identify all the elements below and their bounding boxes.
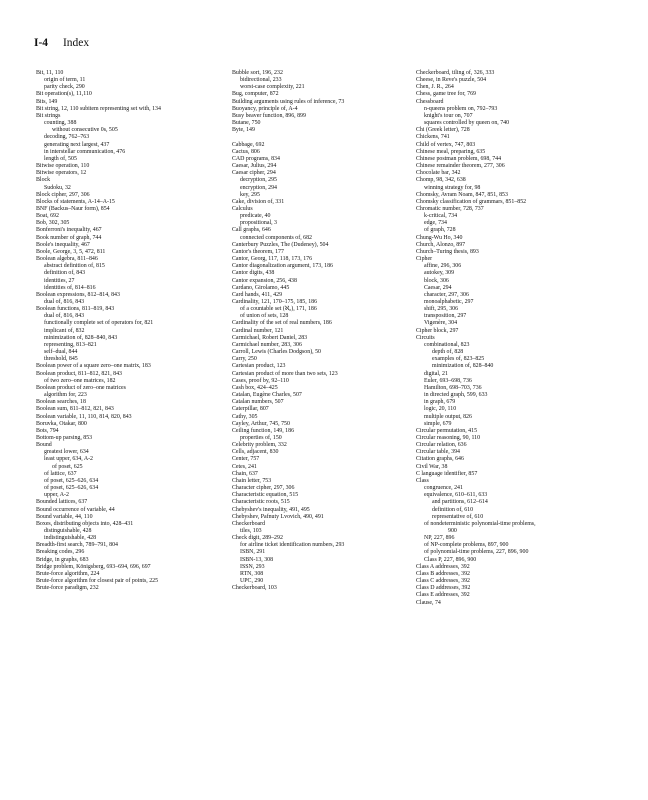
index-entry: Chebyshev, Pafnuty Lvovich, 490, 491 (232, 513, 324, 520)
index-subentry: winning strategy for, 98 (424, 184, 481, 191)
index-entry: Bridge, in graphs, 683 (36, 556, 89, 563)
index-entry: Cardinality, 121, 170–175, 185, 186 (232, 299, 318, 305)
index-subentry: propositional, 3 (240, 220, 277, 227)
index-entry: Circular relation, 636 (416, 442, 467, 449)
index-entry: Bottom-up parsing, 853 (36, 434, 93, 441)
index-subentry: of poset, 625 (52, 463, 83, 470)
index-entry: Checkerboard (232, 520, 266, 527)
index-subentry: of poset, 625–626, 634 (44, 485, 99, 492)
index-entry: Chinese remainder theorem, 277, 306 (416, 163, 505, 170)
index-entry: Cantor, Georg, 117, 118, 173, 176 (232, 256, 313, 263)
index-subentry: UPC, 290 (240, 578, 264, 585)
index-subentry: of two zero–one matrices, 182 (44, 377, 116, 384)
index-entry: Bit strings (36, 112, 61, 119)
index-entry (232, 134, 412, 141)
index-entry: Chickens, 741 (416, 134, 450, 141)
index-subentry: worst-case complexity, 221 (240, 84, 305, 91)
index-subentry: representing, 813–821 (44, 341, 97, 348)
index-entry: Citation graphs, 646 (416, 456, 464, 463)
index-entry: Cactus, 806 (232, 148, 260, 155)
index-entry: Boolean functions, 811–819, 843 (36, 306, 115, 313)
index-entry: Chessboard (416, 98, 444, 105)
index-column-1 (36, 70, 224, 592)
index-subentry: key, 295 (240, 191, 260, 198)
index-entry: Call graphs, 646 (232, 227, 271, 234)
page-number: I-4 (34, 37, 49, 49)
page-title: Index (62, 37, 90, 49)
index-subentry: encryption, 294 (240, 184, 277, 191)
index-entry: Circular table, 394 (416, 449, 461, 456)
index-subentry: shift, 295, 306 (424, 306, 459, 313)
index-entry: Bonferroni's inequality, 467 (36, 227, 102, 234)
index-subentry: of graph, 728 (424, 227, 456, 234)
index-entry: Brute-force algorithm, 224 (36, 570, 100, 577)
index-entry: Chess, game tree for, 769 (416, 91, 476, 98)
index-subentry: Class P, 227, 896, 900 (424, 556, 477, 563)
index-entry: Buoyancy, principle of, A-4 (232, 105, 298, 112)
index-subentry: self–dual, 844 (44, 349, 78, 356)
index-subentry: for airline ticket identification numbers, 293 (240, 542, 345, 549)
index-entry: Boolean algebra, 811–846 (36, 256, 98, 263)
index-entry: Chromatic number, 728, 737 (416, 205, 484, 212)
index-entry: Circuits (416, 334, 435, 341)
index-entry: Chomp, 98, 342, 638 (416, 177, 466, 184)
index-subentry: NP, 227, 896 (424, 535, 455, 542)
index-entry: Bounded lattices, 637 (36, 499, 88, 506)
index-entry: Boole's inequality, 467 (36, 241, 90, 248)
index-subentry: n-queens problem on, 792–793 (424, 105, 498, 112)
index-subentry: of polynomial-time problems, 227, 896, 900 (424, 549, 529, 556)
index-entry: Boolean sum, 811–812, 821, 843 (36, 406, 114, 413)
index-subentry: counting, 388 (44, 120, 77, 127)
index-subentry: affine, 296, 306 (424, 263, 462, 270)
index-entry: Class (416, 477, 429, 484)
index-entry: Civil War, 38 (416, 463, 448, 470)
index-entry: Cartesian product, 123 (232, 363, 286, 370)
index-subentry: identities, 27 (44, 277, 75, 284)
index-entry: Cases, proof by, 92–110 (232, 377, 289, 384)
index-entry: Brute-force algorithm for closest pair of points, 225 (36, 578, 159, 585)
index-entry: Cipher (416, 256, 433, 263)
index-entry: Book number of graph, 744 (36, 234, 102, 241)
index-entry: Circular permutation, 415 (416, 427, 478, 434)
index-entry: Bubble sort, 196, 232 (232, 70, 283, 76)
index-subentry: knight's tour on, 707 (424, 112, 473, 119)
index-entry: Cathy, 305 (232, 413, 258, 420)
index-entry: Chain, 637 (232, 470, 258, 477)
index-entry: C language identifier, 857 (416, 470, 478, 477)
index-subentry: of nondeterministic polynomial-time problems, (424, 520, 536, 527)
index-entry: Bitwise operators, 12 (36, 170, 87, 177)
index-subentry: parity check, 290 (44, 84, 85, 91)
index-subentry: Hamilton, 698–703, 736 (424, 384, 482, 391)
index-subentry: in graph, 679 (424, 399, 456, 406)
index-entry: Check digit, 289–292 (232, 535, 283, 542)
index-entry: Chebyshev's inequality, 491, 495 (232, 506, 310, 513)
index-subentry: autokey, 309 (424, 270, 455, 277)
index-entry: Bit string, 12, 110 subitem representing set with, 134 (36, 105, 161, 112)
index-entry: Boat, 692 (36, 213, 59, 220)
index-entry: Bound variable, 44, 110 (36, 513, 93, 520)
index-entry: Bob, 302, 305 (36, 220, 70, 227)
index-subentry: Sudoku, 32 (44, 184, 71, 191)
index-entry: Class D addresses, 392 (416, 585, 471, 592)
index-entry: Bots, 794 (36, 427, 59, 434)
index-subentry: threshold, 845 (44, 356, 78, 363)
index-subentry: in directed graph, 599, 633 (424, 392, 488, 399)
index-subentry: edge, 734 (424, 220, 447, 227)
index-subentry: decoding, 762–763 (44, 134, 90, 141)
index-entry: Cake, division of, 331 (232, 198, 285, 205)
index-subentry: algorithm for, 223 (44, 392, 87, 399)
index-entry: Caesar cipher, 294 (232, 170, 276, 177)
index-subentry: without consecutive 0s, 505 (52, 127, 118, 134)
index-entry: Bound (36, 442, 52, 449)
index-subentry: logic, 20, 110 (424, 406, 457, 413)
index-entry: Building arguments using rules of inference, 73 (232, 98, 345, 105)
index-subentry: ISSN, 293 (240, 563, 265, 570)
index-entry: Boolean product of zero–one matrices (36, 384, 126, 391)
index-subentry: predicate, 40 (240, 213, 271, 220)
index-subentry: depth of, 828 (432, 349, 464, 356)
index-subentry: ISBN, 291 (240, 549, 266, 556)
index-entry: Bridge problem, Königsberg, 693–694, 696, 697 (36, 563, 151, 570)
index-subentry: bidirectional, 233 (240, 77, 282, 84)
index-entry: Cheese, in Reve's puzzle, 504 (416, 77, 487, 84)
index-subentry: identities of, 814–816 (44, 284, 96, 291)
index-entry: Child of vertex, 747, 803 (416, 141, 476, 148)
index-entry: Class E addresses, 392 (416, 592, 470, 599)
index-entry: Byte, 149 (232, 127, 255, 134)
index-entry: Boolean searches, 18 (36, 399, 86, 406)
index-entry: Cipher block, 297 (416, 327, 459, 334)
index-entry: Character cipher, 297, 306 (232, 485, 295, 492)
index-subentry: in interstellar communication, 476 (44, 148, 126, 155)
index-subentry: length of, 505 (44, 155, 77, 162)
index-entry: Caterpillar, 807 (232, 406, 269, 413)
index-subentry: connected components of, 682 (240, 234, 312, 241)
index-entry: Boxes, distributing objects into, 428–431 (36, 520, 134, 527)
index-entry: Church, Alonzo, 897 (416, 241, 466, 248)
index-subentry: combinational, 823 (424, 341, 470, 348)
index-subentry: monoalphabetic, 297 (424, 299, 474, 305)
index-subentry: congruence, 241 (424, 485, 463, 492)
index-subentry: decryption, 295 (240, 177, 277, 184)
index-subentry: of a countable set (ℵ₀), 171, 186 (240, 306, 317, 313)
index-entry: Boolean power of a square zero–one matrix, 183 (36, 363, 151, 370)
index-subentry: properties of, 150 (240, 434, 282, 441)
index-entry: Blocks of statements, A-14–A-15 (36, 198, 115, 205)
index-entry: Bits, 149 (36, 98, 58, 105)
index-subentry: equivalence, 610–611, 633 (424, 492, 488, 499)
index-entry: Characteristic equation, 515 (232, 492, 299, 499)
index-entry: Catalan numbers, 507 (232, 399, 284, 406)
index-entry: Class A addresses, 392 (416, 563, 470, 570)
index-subentry: origin of term, 11 (44, 77, 86, 84)
index-entry: Center, 757 (232, 456, 260, 463)
index-entry: Boolean variable, 11, 110, 814, 820, 843 (36, 413, 132, 420)
index-subentry: 900 (448, 528, 457, 534)
index-entry: Boruvka, Otakar, 800 (36, 420, 87, 427)
index-entry: Card hands, 411, 429 (232, 291, 283, 298)
index-entry: Cetes, 241 (232, 463, 257, 470)
index-entry: Bit operation(s), 11,110 (36, 91, 92, 98)
index-subentry: implicant of, 832 (44, 327, 85, 334)
index-subentry: digital, 21 (424, 370, 448, 377)
index-column-3 (416, 70, 626, 607)
index-entry: Cardano, Girolamo, 445 (232, 284, 290, 291)
index-entry: Cardinality of the set of real numbers, 186 (232, 320, 332, 327)
index-entry: Cells, adjacent, 830 (232, 449, 279, 456)
index-subentry: k-critical, 734 (424, 213, 458, 220)
index-entry: Checkerboard, tiling of, 326, 333 (416, 70, 495, 76)
index-entry: Chung-Wu Ho, 340 (416, 234, 463, 241)
index-subentry: representative of, 610 (432, 513, 484, 520)
index-subentry: of union of sets, 128 (240, 313, 289, 320)
index-entry: Circular reasoning, 90, 110 (416, 434, 481, 441)
index-column-2 (232, 70, 412, 592)
index-subentry: of lattice, 637 (44, 470, 77, 477)
index-entry: Catalan, Eugène Charles, 507 (232, 392, 302, 399)
index-entry: Cabbage, 692 (232, 141, 265, 148)
index-entry: Cash box, 424–425 (232, 384, 278, 391)
index-subentry: of NP-complete problems, 897, 900 (424, 542, 509, 549)
index-subentry: ISBN-13, 308 (240, 556, 274, 563)
index-subentry: squares controlled by queen on, 740 (424, 120, 510, 127)
index-entry: Boolean product, 811–812, 821, 843 (36, 370, 123, 377)
index-entry: Carry, 250 (232, 356, 257, 363)
index-entry: Busy beaver function, 896, 899 (232, 112, 306, 119)
index-subentry: block, 306 (424, 277, 449, 284)
index-subentry: and partitions, 612–614 (432, 499, 488, 506)
index-entry: Bitwise operation, 110 (36, 163, 90, 170)
index-entry: Boole, George, 3, 5, 472, 811 (36, 248, 106, 255)
index-entry: Calculus (232, 205, 253, 212)
index-subentry: distinguishable, 428 (44, 528, 92, 534)
index-subentry: multiple output, 826 (424, 413, 472, 420)
index-entry: CAD programs, 834 (232, 155, 280, 162)
index-entry: Church–Turing thesis, 893 (416, 248, 479, 255)
index-entry: Butane, 750 (232, 120, 261, 127)
index-entry: Cantor digits, 438 (232, 270, 275, 277)
index-entry: Celebrity problem, 332 (232, 442, 287, 449)
index-entry: Chomsky, Avram Noam, 847, 851, 853 (416, 191, 508, 198)
index-entry: Block (36, 177, 51, 184)
index-entry: Boolean expressions, 812–814, 843 (36, 291, 120, 298)
index-entry: Carroll, Lewis (Charles Dodgson), 50 (232, 349, 321, 356)
index-subentry: minimization of, 828–840 (432, 363, 494, 370)
index-subentry: examples of, 823–825 (432, 356, 485, 363)
index-subentry: definition of, 843 (44, 270, 86, 277)
index-entry: Caesar, Julius, 294 (232, 163, 277, 170)
index-subentry: least upper, 634, A-2 (44, 456, 94, 463)
index-subentry: Caesar, 294 (424, 284, 452, 291)
index-entry: Checkerboard, 103 (232, 585, 277, 592)
index-entry: Chinese postman problem, 698, 744 (416, 155, 502, 162)
index-entry: Carmichael, Robert Daniel, 283 (232, 334, 308, 341)
index-subentry: abstract definition of, 815 (44, 263, 105, 270)
index-subentry: character, 297, 306 (424, 291, 469, 298)
index-entry: Cantor expansion, 256, 438 (232, 277, 297, 284)
index-subentry: functionally complete set of operators for, 821 (44, 320, 154, 327)
index-entry: Bound occurrence of variable, 44 (36, 506, 115, 513)
index-subentry: dual of, 816, 843 (44, 313, 85, 320)
page-header (34, 37, 89, 49)
index-entry: Chocolate bar, 342 (416, 170, 461, 177)
index-entry: Breaking codes, 296 (36, 549, 85, 556)
index-entry: Cartesian product of more than two sets, 123 (232, 370, 338, 377)
index-entry: Brute-force paradigm, 232 (36, 585, 99, 592)
index-entry: Block cipher, 297, 306 (36, 191, 90, 198)
index-subentry: Vigenère, 304 (424, 320, 458, 327)
index-subentry: definition of, 610 (432, 506, 474, 513)
index-entry: Clause, 74 (416, 599, 441, 606)
index-subentry: generating next largest, 437 (44, 141, 110, 148)
index-subentry: tiles, 103 (240, 528, 262, 534)
index-subentry: of poset, 625–626, 634 (44, 477, 99, 484)
index-entry: Chinese meal, preparing, 635 (416, 148, 486, 155)
index-subentry: RTN, 308 (240, 570, 264, 577)
index-subentry: greatest lower, 634 (44, 449, 89, 456)
index-entry: BNF (Backus–Naur form), 854 (36, 205, 110, 212)
index-entry: Canterbury Puzzles, The (Dudeney), 504 (232, 241, 329, 248)
index-entry: Cayley, Arthur, 745, 750 (232, 420, 290, 427)
index-subentry: minimization of, 828–840, 843 (44, 334, 118, 341)
index-entry: Chain letter, 753 (232, 477, 272, 484)
index-entry: Carmichael number, 283, 306 (232, 341, 302, 348)
index-entry: Chomsky classification of grammars, 851–852 (416, 198, 527, 205)
index-subentry: upper, A-2 (44, 492, 69, 499)
index-entry: Class B addresses, 392 (416, 570, 470, 577)
index-subentry: transposition, 297 (424, 313, 467, 320)
index-subentry: simple, 679 (424, 420, 452, 427)
index-entry: Chen, J. R., 264 (416, 84, 454, 91)
index-entry: Class C addresses, 392 (416, 578, 470, 585)
index-subentry: Euler, 693–698, 736 (424, 377, 472, 384)
index-entry: Cardinal number, 121 (232, 327, 284, 334)
index-entry: Bug, computer, 872 (232, 91, 279, 98)
index-entry: Chi (Greek letter), 728 (416, 127, 470, 134)
index-entry: Cantor's theorem, 177 (232, 248, 284, 255)
index-entry: Characteristic roots, 515 (232, 499, 290, 506)
index-entry: Cantor diagonalization argument, 173, 186 (232, 263, 333, 270)
index-entry: Bit, 11, 110 (36, 70, 64, 76)
index-subentry: dual of, 816, 843 (44, 299, 85, 305)
index-entry: Ceiling function, 149, 186 (232, 427, 295, 434)
index-entry: Breadth-first search, 789–791, 804 (36, 542, 118, 549)
index-subentry: indistinguishable, 428 (44, 535, 97, 542)
